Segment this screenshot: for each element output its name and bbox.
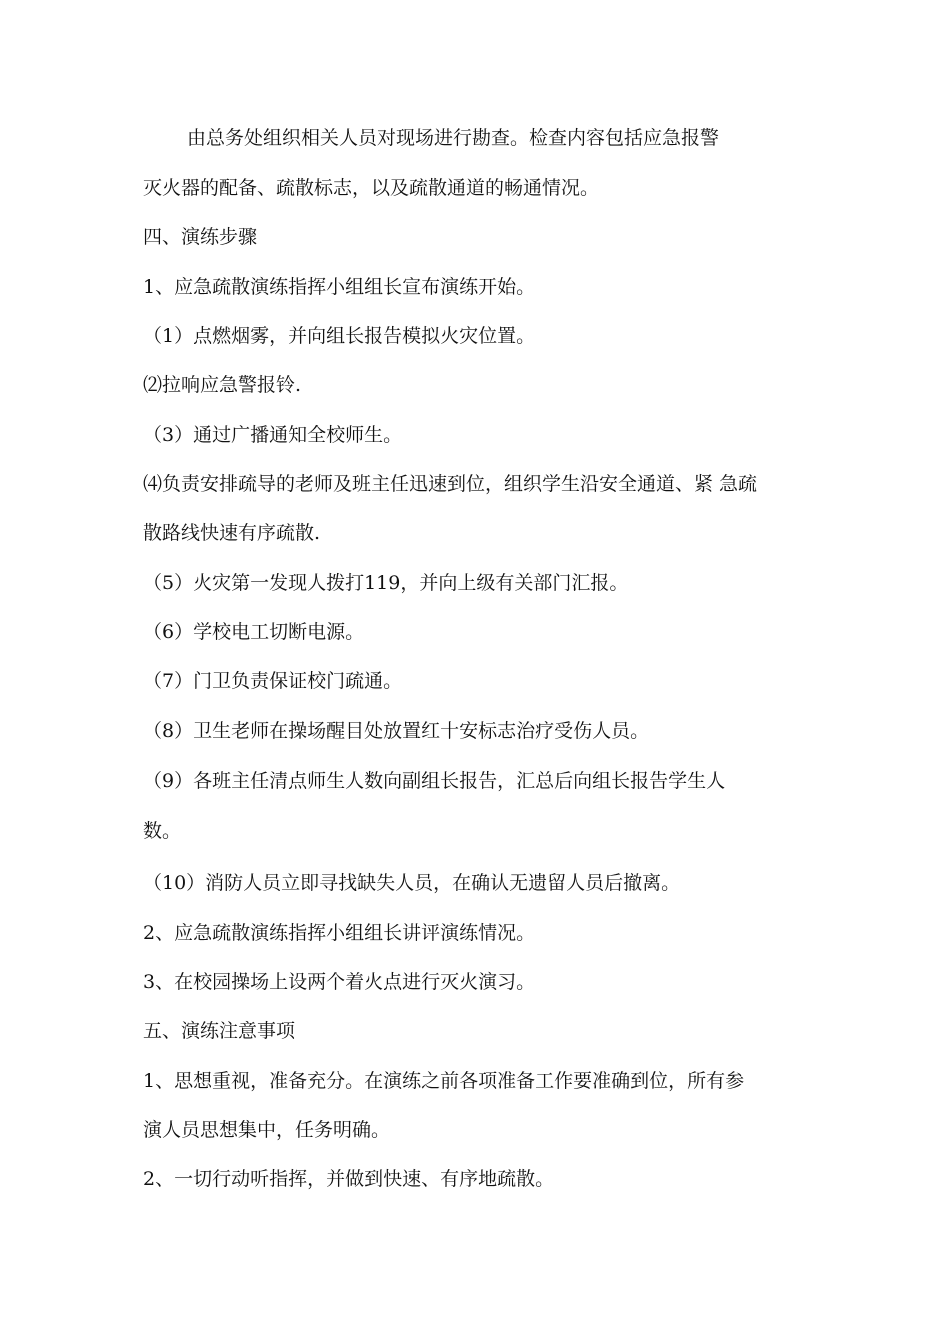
section-heading: 五、演练注意事项 <box>143 1020 296 1042</box>
text-line: 演人员思想集中，任务明确。 <box>143 1119 391 1141</box>
text-line: 1、应急疏散演练指挥小组组长宣布演练开始。 <box>143 276 536 298</box>
text-line: 数。 <box>143 820 182 842</box>
text-line: （5）火灾第一发现人拨打119，并向上级有关部门汇报。 <box>143 572 629 594</box>
text-line: 2、应急疏散演练指挥小组组长讲评演练情况。 <box>143 922 536 944</box>
text-line: 灭火器的配备、疏散标志，以及疏散通道的畅通情况。 <box>143 177 600 199</box>
text-line: （6）学校电工切断电源。 <box>143 621 365 643</box>
text-line: 由总务处组织相关人员对现场进行勘查。检查内容包括应急报警 <box>187 127 720 149</box>
text-line: （3）通过广播通知全校师生。 <box>143 424 403 446</box>
text-line: 散路线快速有序疏散. <box>143 522 321 544</box>
text-line: 3、在校园操场上设两个着火点进行灭火演习。 <box>143 971 536 993</box>
text-line: ⑵拉响应急警报铃. <box>143 374 302 396</box>
text-line: （10）消防人员立即寻找缺失人员，在确认无遗留人员后撤离。 <box>143 872 681 894</box>
text-line: 1、思想重视，准备充分。在演练之前各项准备工作要准确到位，所有参 <box>143 1070 745 1092</box>
text-line: ⑷负责安排疏导的老师及班主任迅速到位，组织学生沿安全通道、紧 急疏 <box>143 473 758 495</box>
text-line: （9）各班主任清点师生人数向副组长报告，汇总后向组长报告学生人 <box>143 770 726 792</box>
section-heading: 四、演练步骤 <box>143 226 258 248</box>
text-line: （1）点燃烟雾，并向组长报告模拟火灾位置。 <box>143 325 536 347</box>
text-line: 2、一切行动听指挥，并做到快速、有序地疏散。 <box>143 1168 555 1190</box>
text-line: （7）门卫负责保证校门疏通。 <box>143 670 403 692</box>
text-line: （8）卫生老师在操场醒目处放置红十安标志治疗受伤人员。 <box>143 720 650 742</box>
